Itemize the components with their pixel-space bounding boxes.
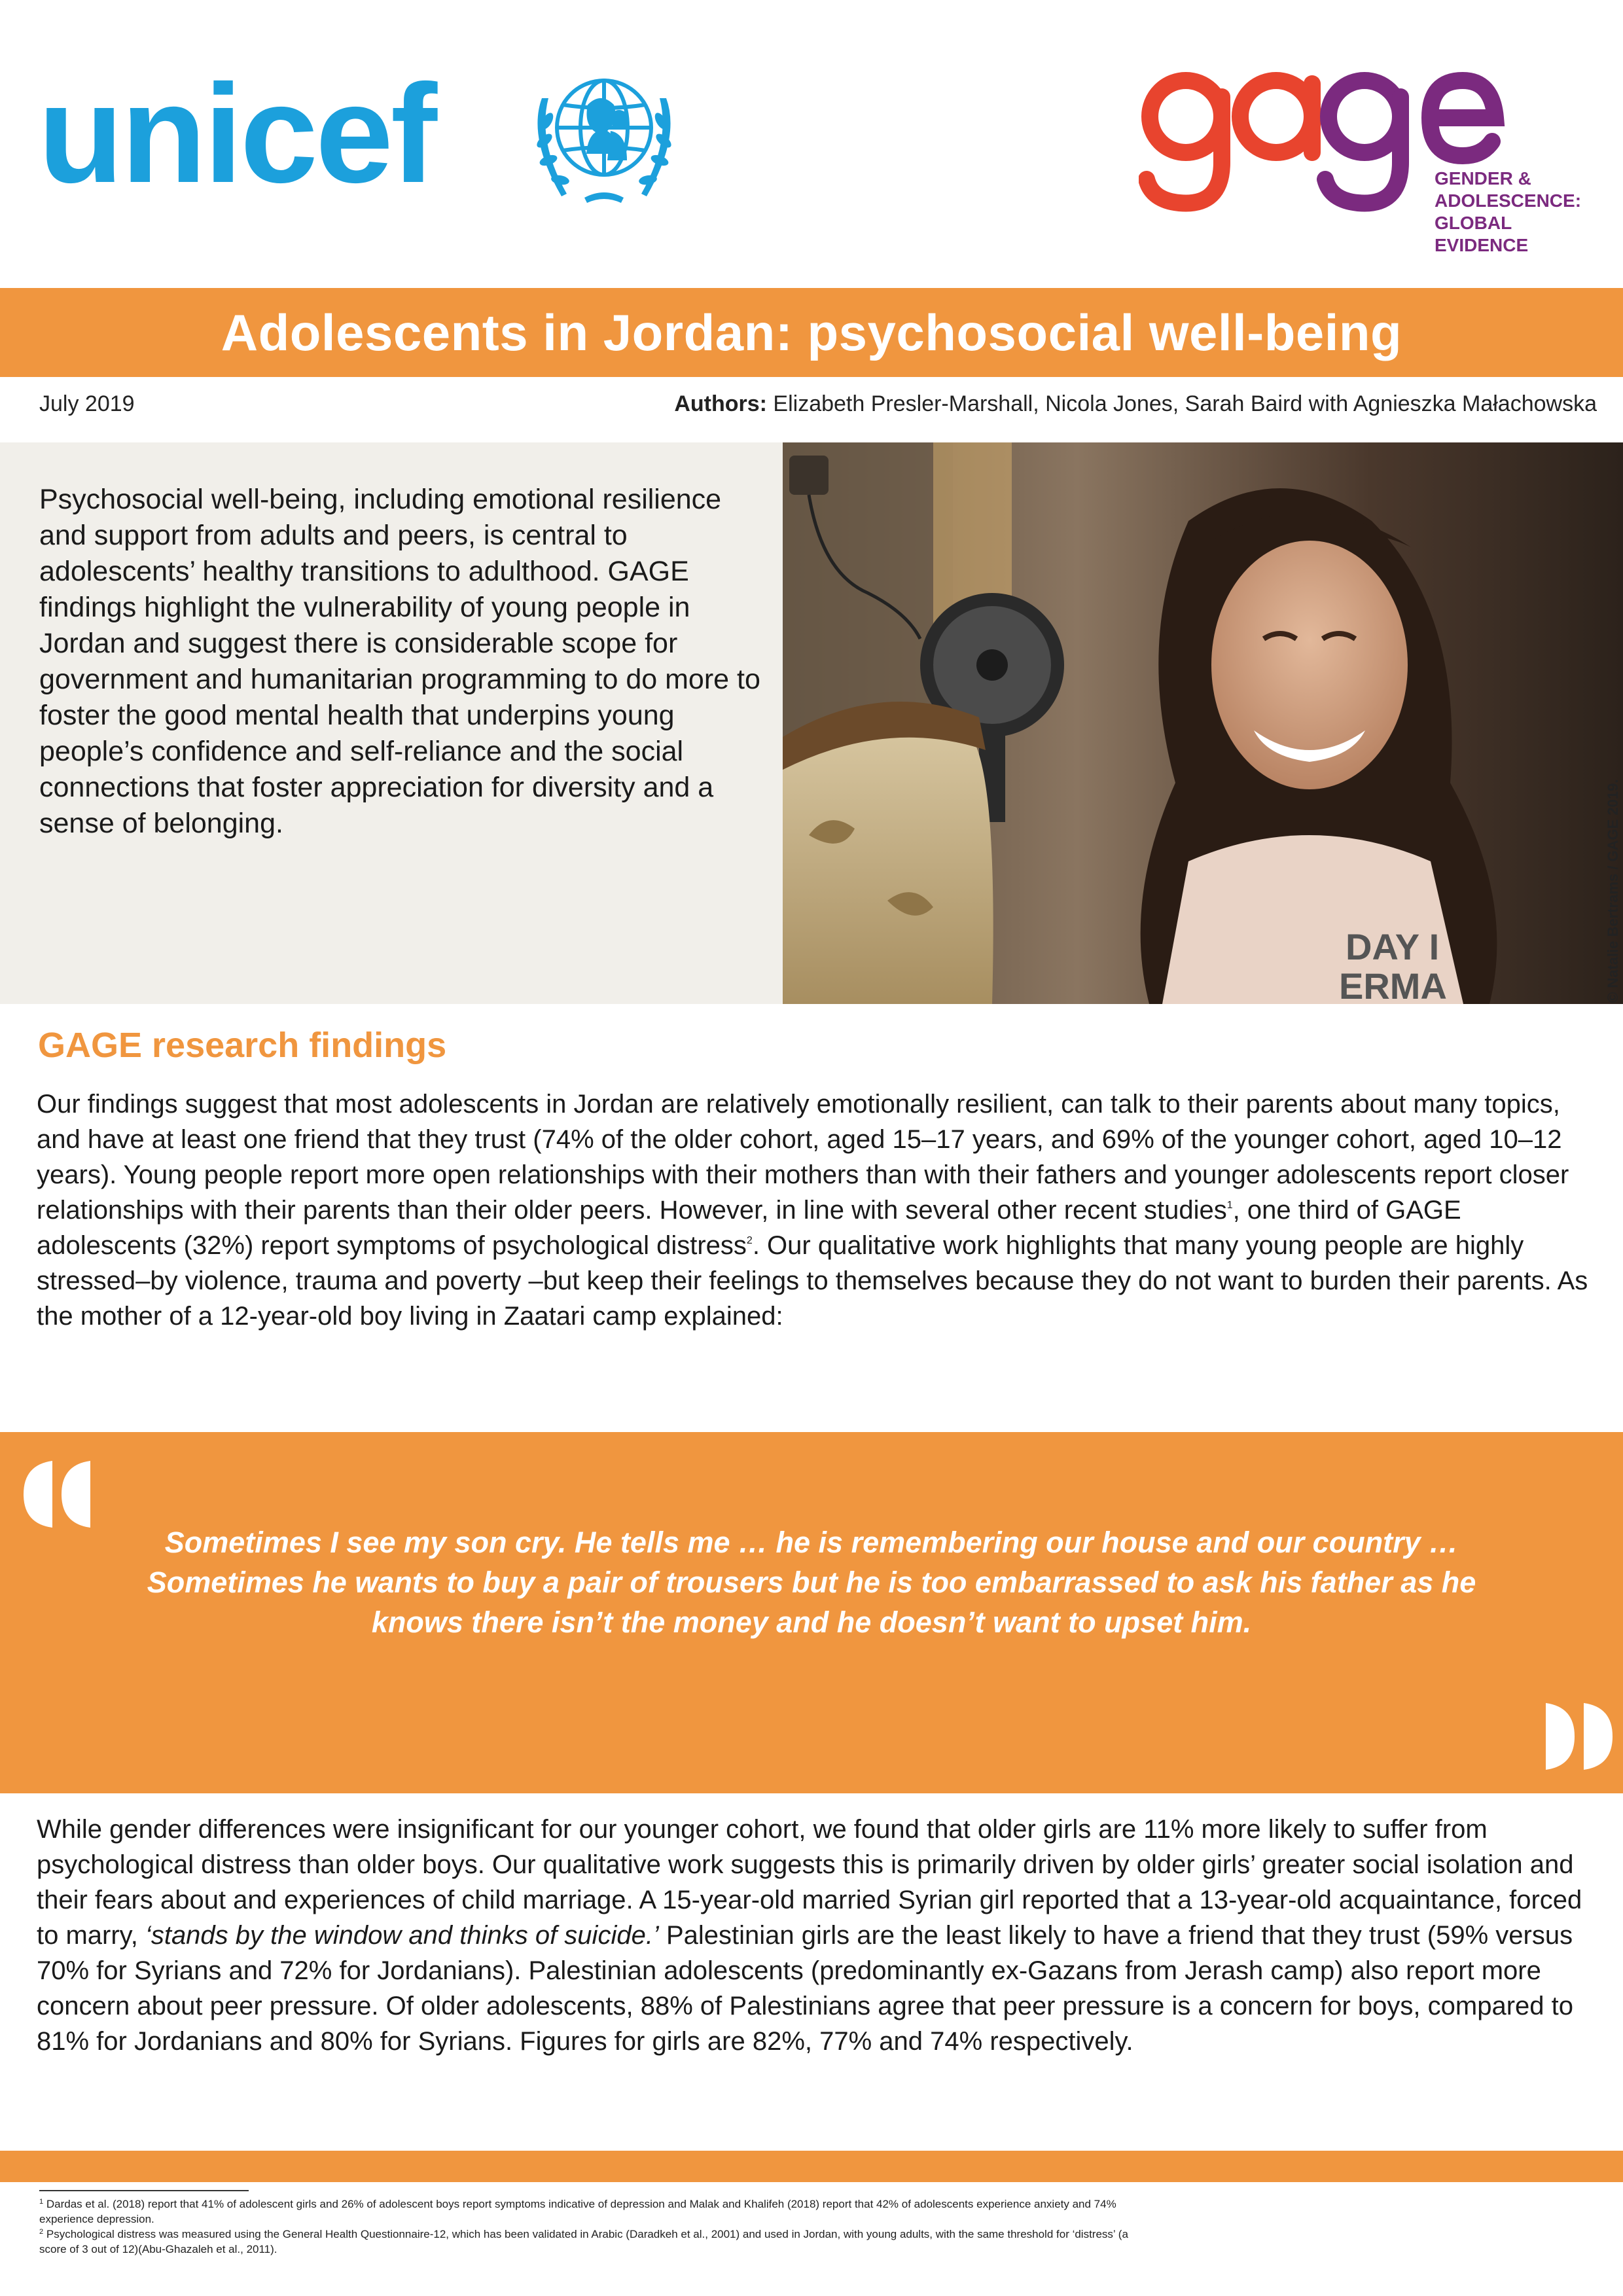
page-title: Adolescents in Jordan: psychosocial well-being [221, 303, 1402, 361]
pull-quote: Sometimes I see my son cry. He tells me … he is remembering our house and our country … Sometimes he wants to buy a pair of trousers but he is too embarrassed to ask his father as he knows there isn’t the money and he doesn’t want to upset him. [147, 1526, 1476, 1639]
title-band [0, 288, 1623, 377]
footnote: $^1$ Dardas et al. (2018) report that 41% of adolescent girls and 26% of adolescent boys report symptoms indicative of depression and Malak and Khalifeh (2018) report that 42% of adolescents experience anxiety and 74% experience depression. [39, 2198, 1116, 2225]
publication-date: July 2019 [39, 391, 135, 416]
gage-tagline-line: GENDER & [1435, 168, 1531, 188]
gage-tagline-line: EVIDENCE [1435, 235, 1529, 255]
footnote-ref[interactable]: 2 [746, 1235, 753, 1246]
photo-credit: © Natalie Bertrams / GAGE 2019. [1605, 779, 1621, 1003]
inline-quote: ‘stands by the window and thinks of suicide.’ [145, 1921, 659, 1950]
authors-label: Authors: [674, 391, 767, 416]
gage-tagline [1435, 168, 1623, 257]
gage-logo [1139, 58, 1597, 260]
authors-line [674, 391, 1597, 417]
footer-band [0, 2151, 1623, 2182]
unicef-emblem-icon [522, 59, 686, 209]
authors-names: Elizabeth Presler-Marshall, Nicola Jones, Sarah Baird with Agnieszka Małachowska [773, 391, 1597, 416]
unicef-wordmark: unicef [38, 56, 435, 212]
unicef-logo [38, 56, 653, 212]
gage-tagline-line: GLOBAL [1435, 213, 1512, 233]
shirt-text: ERMA [1339, 965, 1447, 1004]
open-quote-icon [18, 1458, 97, 1530]
footnote-divider [39, 2190, 249, 2191]
intro-text: Psychosocial well-being, including emotional resilience and support from adults and peers, is central to adolescents’ healthy transitions to adulthood. GAGE findings highlight the vulnerability of young people in Jordan and suggest there is considerable scope for government and humanitarian programming to do more to foster the good mental health that underpins young people’s confidence and self-reliance and the social connections that foster appreciation for diversity and a sense of belonging. [39, 484, 760, 839]
gender-paragraph: While gender differences were insignificant for our younger cohort, we found that older girls are 11% more likely to suffer from psychological distress than older boys. Our qualitative work suggests this is primarily driven by older girls’ greater social isolation and their fears about and experiences of child marriage. A 15-year-old married Syrian girl reported that a 13-year-old acquaintance, forced to marry, ‘stands by the window and thinks of suicide.’ Palestinian girls are the least likely to have a friend that they trust (59% versus 70% for Syrians and 72% for Jordanians). Palestinian adolescents (predominantly ex-Gazans from Jerash camp) also report more concern about peer pressure. Of older adolescents, 88% of Palestinians agree that peer pressure is a concern for boys, compared to 81% for Jordanians and 80% for Syrians. Figures for girls are 82%, 77% and 74% respectively. [37, 1815, 1582, 2056]
close-quote-icon [1539, 1700, 1618, 1772]
footnote: $^2$ Psychological distress was measured using the General Health Questionnaire-12, which has been validated in Arabic (Daradkeh et al., 2001) and used in Jordan, with young adults, with the same threshold for ‘distress’ (a score of 3 out of 12)(Abu-Ghazaleh et al., 2011). [39, 2228, 1128, 2255]
shirt-text: DAY I [1346, 926, 1440, 967]
gage-tagline-line: ADOLESCENCE: [1435, 190, 1582, 211]
footnote-ref[interactable]: 1 [1226, 1200, 1233, 1211]
findings-paragraph: Our findings suggest that most adolescents in Jordan are relatively emotionally resilient, can talk to their parents about many topics, and have at least one friend that they trust (74% of the older cohort, aged 15–17 years, and 69% of the younger cohort, aged 10–12 years). Young people report more open relationships with their mothers than with their fathers and younger adolescents report closer relationships with their parents than their older peers. However, in line with several other recent studies$^1$, one third of GAGE adolescents (32%) report symptoms of psychological distress$^2$. Our qualitative work highlights that many young people are highly stressed–by violence, trauma and poverty –but keep their feelings to themselves because they do not want to burden their parents. As the mother of a 12-year-old boy living in Zaatari camp explained: [37, 1090, 1588, 1331]
footnotes [39, 2197, 1152, 2257]
portrait-photo [783, 442, 1623, 1004]
section-heading: GAGE research findings [38, 1026, 447, 1065]
